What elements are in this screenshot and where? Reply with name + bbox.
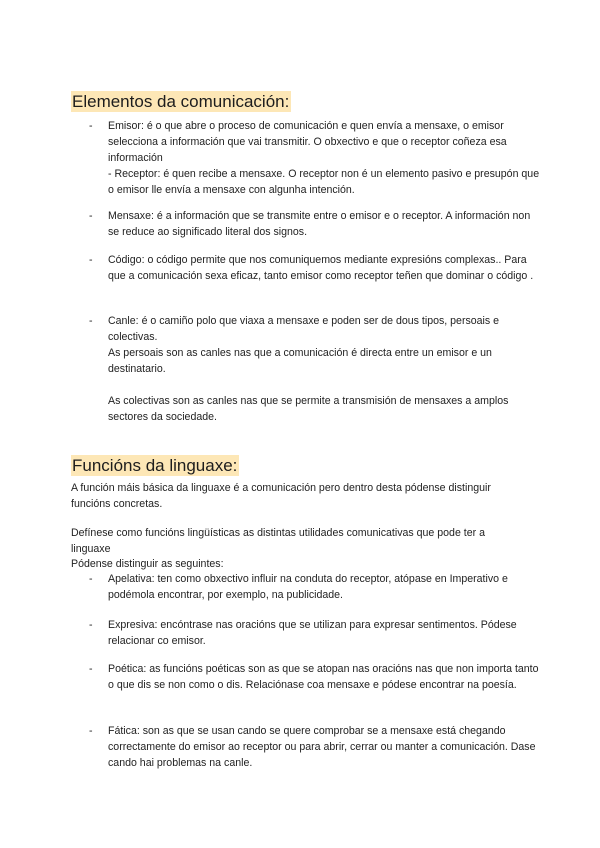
list-item-text <box>108 723 540 771</box>
paragraph-gap <box>108 377 540 393</box>
item-paragraph: Mensaxe: é a información que se transmite entre o emisor e o receptor. A información non se reduce ao significado literal dos signos. <box>108 210 531 238</box>
list-bullet: - <box>89 725 93 737</box>
list-bullet: - <box>89 210 93 222</box>
list-item-text <box>108 571 540 603</box>
definition-paragraph: Defínese como funcións lingüísticas as distintas utilidades comunicativas que pode ter a linguaxe <box>71 527 485 555</box>
item-paragraph: Canle: é o camiño polo que viaxa a mensaxe e poden ser de dous tipos, persoais e colectivas. <box>108 315 500 343</box>
section-heading-functions: Funcións da linguaxe: <box>72 456 238 475</box>
item-paragraph: Fática: son as que se usan cando se quere comprobar se a mensaxe está chegando correctamente do emisor ao receptor ou para abrir, cerrar ou manter a comunicación. Dase cando hai problemas na canle. <box>108 725 536 769</box>
list-item-text <box>108 252 540 284</box>
list-bullet: - <box>89 315 93 327</box>
list-item-text <box>108 118 540 198</box>
list-item-text <box>108 617 540 649</box>
item-paragraph: Emisor: é o que abre o proceso de comunicación e quen envía a mensaxe, o emisor selecciona a información que vai transmitir. O obxectivo e que o receptor coñeza esa información <box>108 120 507 164</box>
list-item-text <box>108 661 540 693</box>
section-heading-elements: Elementos da comunicación: <box>72 92 290 111</box>
item-paragraph: Código: o código permite que nos comuniquemos mediante expresións complexas.. Para que a comunicación sexa eficaz, tanto emisor como receptor teñen que dominar o código . <box>108 254 534 282</box>
list-bullet: - <box>89 120 93 132</box>
list-bullet: - <box>89 663 93 675</box>
list-item-text <box>108 208 540 240</box>
item-paragraph: Poética: as funcións poéticas son as que se atopan nas oracións nas que non importa tanto o que dis se non como o dis. Relaciónase coa mensaxe e pódese encontrar na poesía. <box>108 663 539 691</box>
list-bullet: - <box>89 573 93 585</box>
list-bullet: - <box>89 254 93 266</box>
item-paragraph: - Receptor: é quen recibe a mensaxe. O receptor non é un elemento pasivo e presupón que o emisor lle envía a mensaxe con algunha intención. <box>108 168 540 196</box>
item-paragraph: As colectivas son as canles nas que se permite a transmisión de mensaxes a amplos sectores da sociedade. <box>108 395 509 423</box>
item-paragraph: As persoais son as canles nas que a comunicación é directa entre un emisor e un destinatario. <box>108 347 492 375</box>
item-paragraph: Expresiva: encóntrase nas oracións que se utilizan para expresar sentimentos. Pódese relacionar co emisor. <box>108 619 517 647</box>
list-item-text <box>108 313 540 425</box>
distinguish-line: Pódense distinguir as seguintes: <box>71 558 224 570</box>
item-paragraph: Apelativa: ten como obxectivo influir na conduta do receptor, atópase en Imperativo e podémola encontrar, por exemplo, na publicidade. <box>108 573 508 601</box>
list-bullet: - <box>89 619 93 631</box>
intro-paragraph: A función máis básica da linguaxe é a comunicación pero dentro desta pódense distinguir funcións concretas. <box>71 482 491 510</box>
